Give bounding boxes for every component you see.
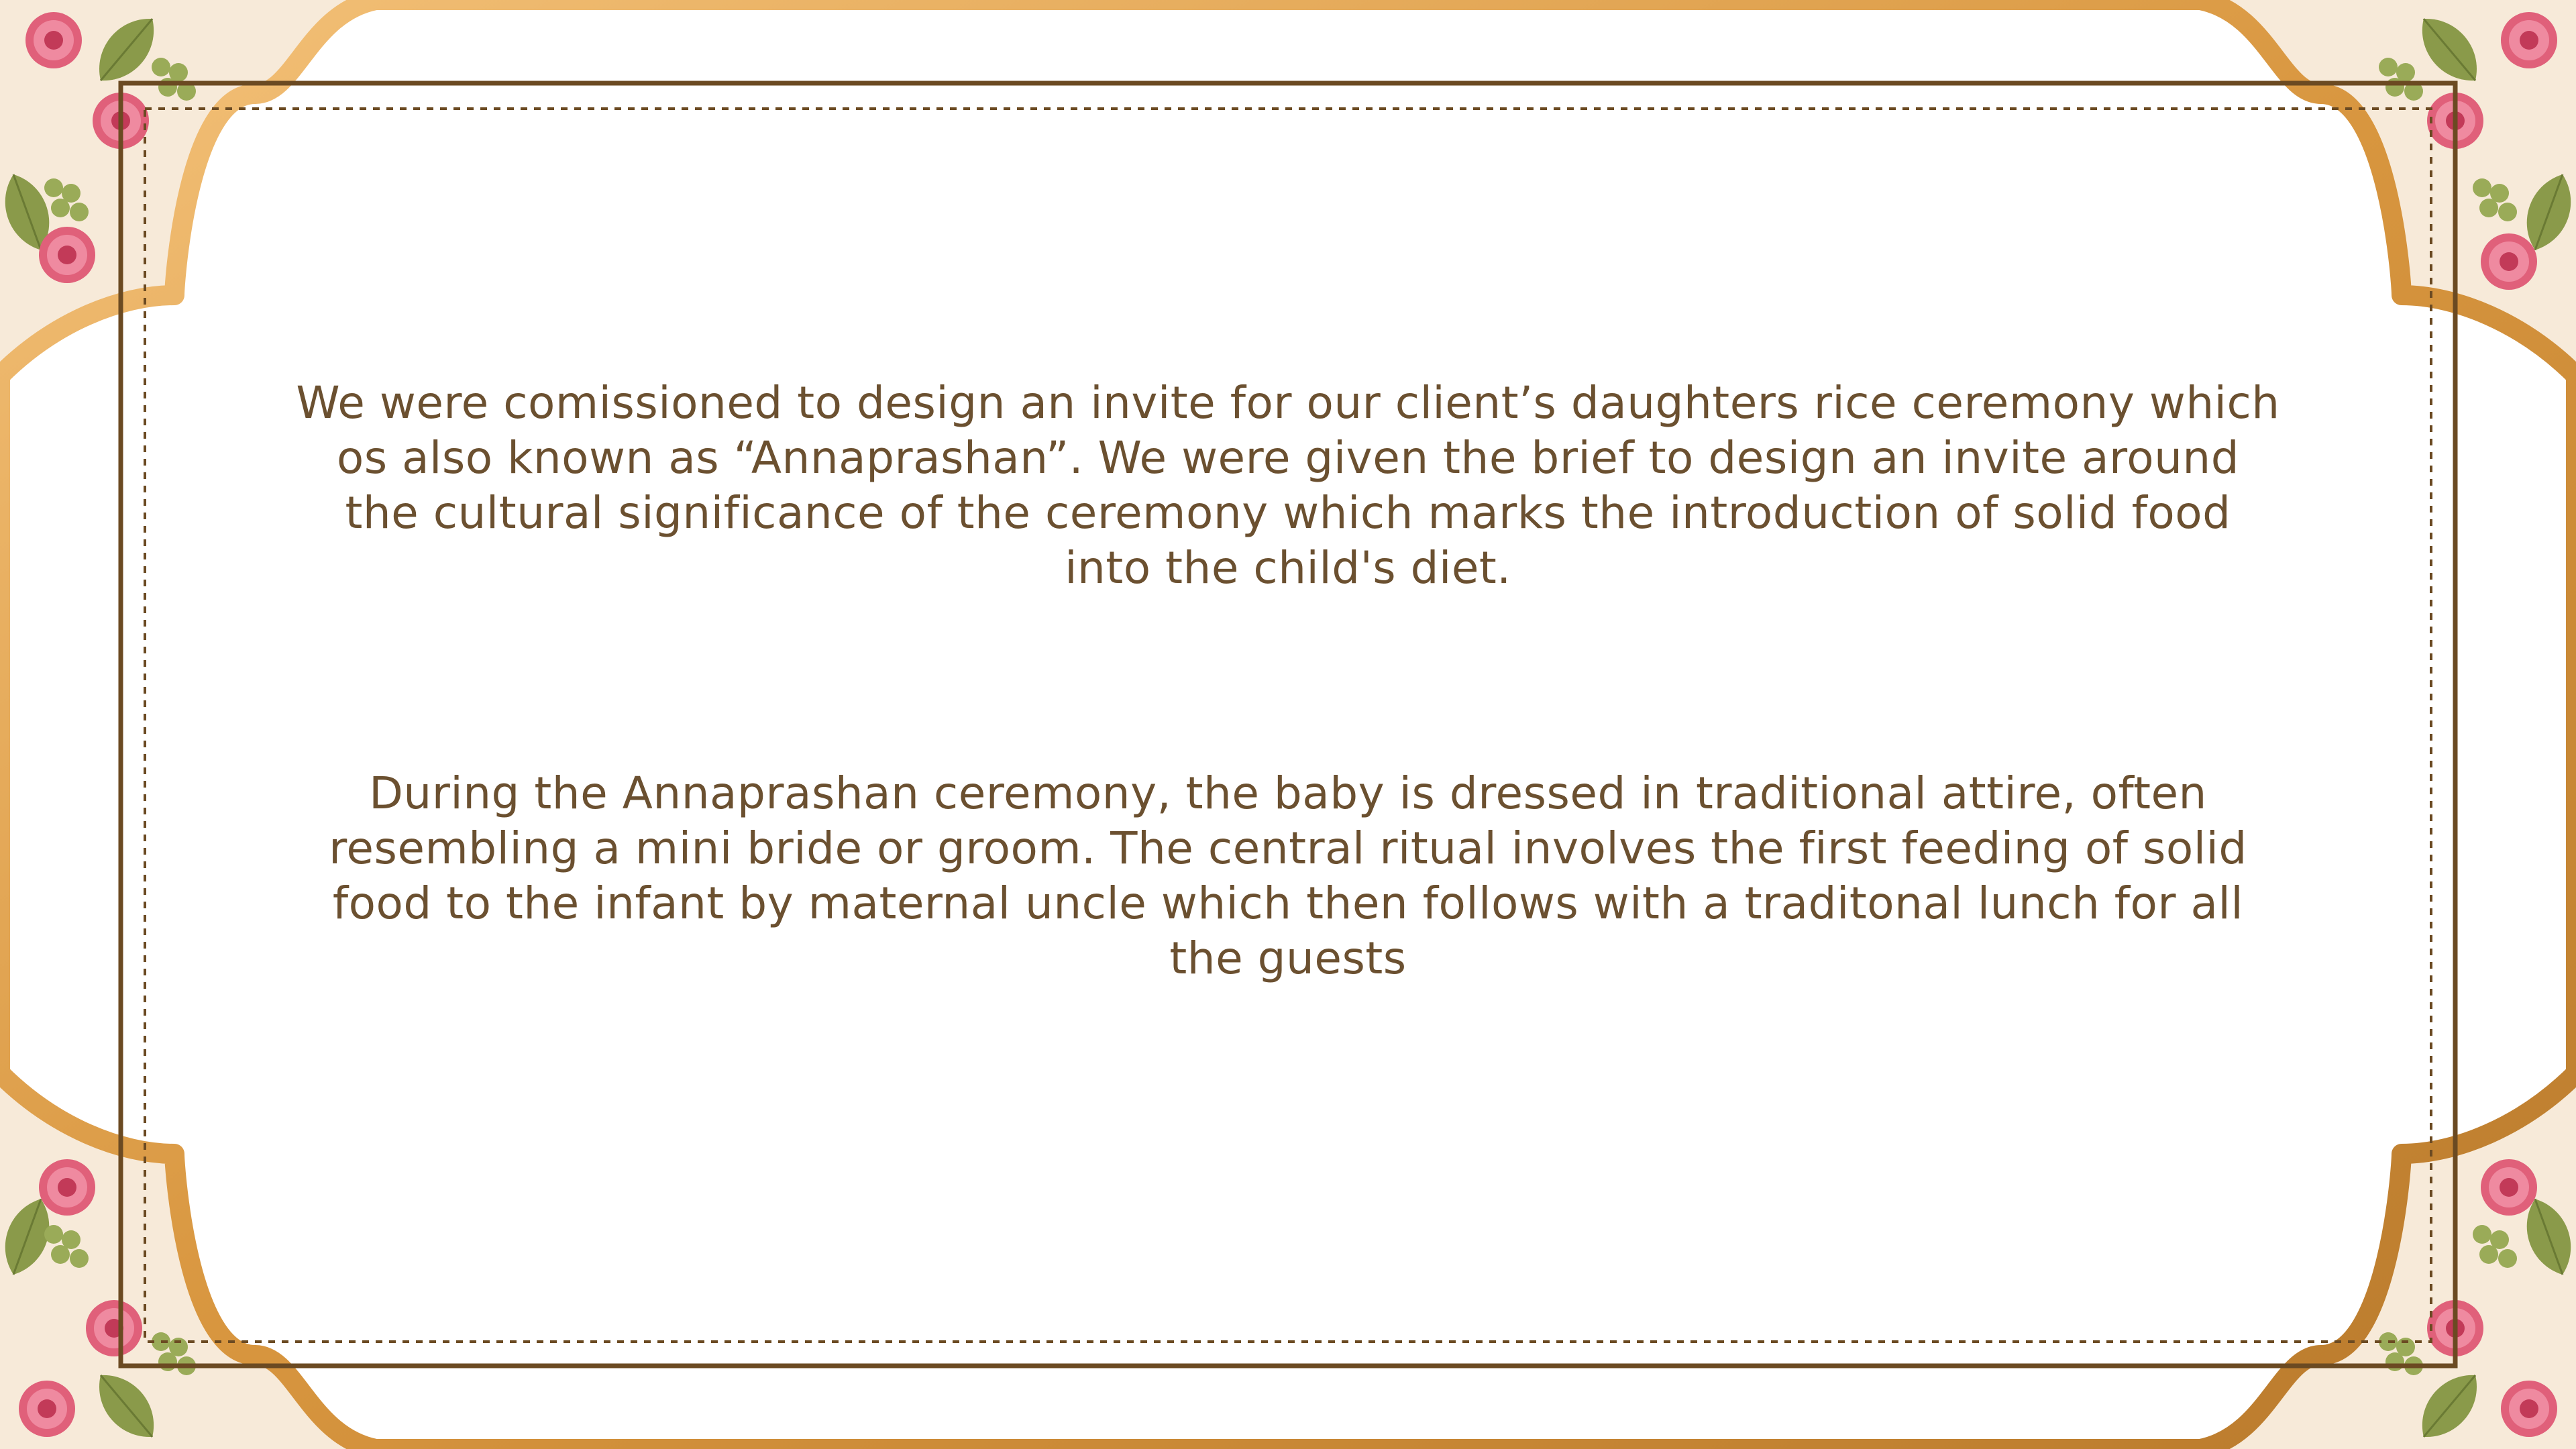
ceremony-paragraph: During the Annaprashan ceremony, the baby is dressed in traditional attire, often resembling a mini bride or groom. The central ritual involves the first feeding of solid food to the infant by maternal uncle which then follows with a traditonal lunch for all the guests: [329, 767, 2247, 984]
intro-paragraph: We were comissioned to design an invite for our client’s daughters rice ceremony which os also known as “Annaprashan”. We were given the brief to design an invite around the cultural significance of the ceremony which marks the introduction of solid food into the child's diet.: [296, 377, 2280, 594]
